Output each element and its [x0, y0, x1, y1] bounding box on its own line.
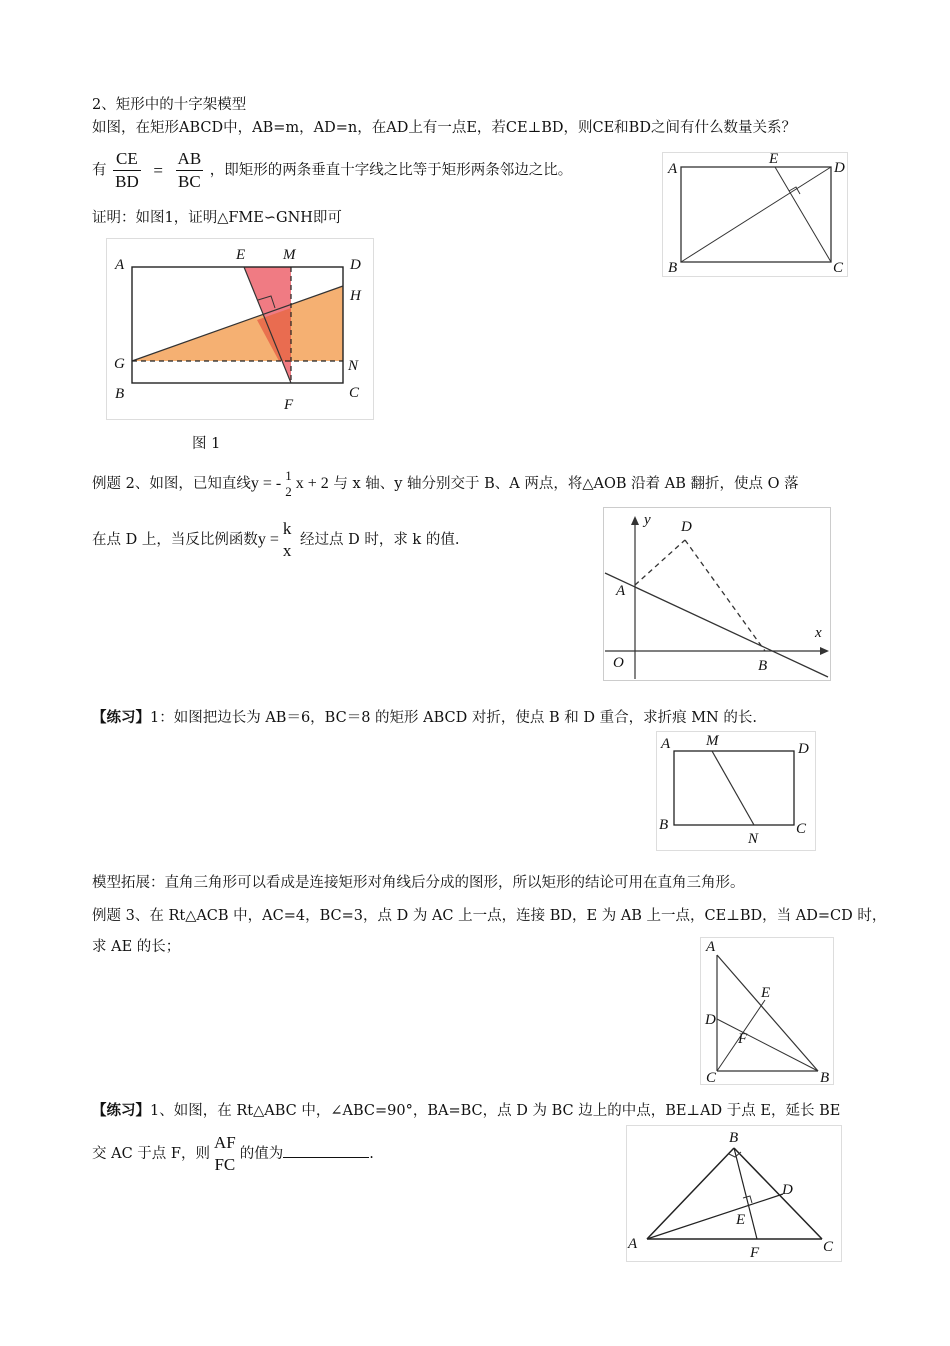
label-n: N [348, 358, 359, 374]
segment-db [685, 540, 765, 651]
side-ab [647, 1148, 734, 1239]
model-extension: 模型拓展：直角三角形可以看成是连接矩形对角线后分成的图形，所以矩形的结论可用在直角三角形。 [92, 875, 745, 891]
side-ab [717, 955, 818, 1071]
figure-practice2 [626, 1125, 842, 1262]
diagonal-bd [681, 167, 831, 262]
label-e: E [736, 1212, 746, 1228]
practice1-label: 【练习】 [92, 709, 150, 726]
ratio-right-den: BC [178, 172, 201, 191]
figure-1 [106, 238, 374, 420]
example2-part4: 经过点 D 时，求 k 的值. [299, 532, 460, 548]
label-y: y [644, 512, 651, 528]
label-d: D [350, 257, 361, 273]
example2-func-num: k [282, 519, 292, 538]
practice2-text: 1、如图，在 Rt△ABC 中，∠ABC=90°，BA=BC，点 D 为 BC 边上的中点，BE⊥AD 于点 E，延长 BE [150, 1103, 841, 1119]
example3-line1: 例题 3、在 Rt△ACB 中，AC=4，BC=3，点 D 为 AC 上一点，连接 BD，E 为 AB 上一点，CE⊥BD，当 AD=CD 时， [92, 908, 887, 924]
label-m: M [706, 733, 719, 749]
label-b: B [115, 386, 125, 402]
label-f: F [738, 1031, 748, 1047]
example2-func-lhs: y = [257, 531, 279, 548]
segment-ad [647, 1194, 783, 1239]
label-a: A [661, 736, 671, 752]
intro-question: 如图，在矩形ABCD中，AB=m，AD=n，在AD上有一点E，若CE⊥BD，则CE和BD之间有什么数量关系？ [92, 120, 796, 136]
segment-ce [775, 167, 831, 262]
label-e: E [769, 152, 779, 167]
ratio-statement [92, 148, 572, 193]
label-d: D [681, 519, 692, 535]
label-n: N [748, 831, 759, 847]
example2-part2: 与 x 轴、y 轴分别交于 B、A 两点，将△AOB 沿着 AB 翻折，使点 O 落 [333, 476, 799, 492]
segment-ad [635, 540, 685, 585]
label-e: E [761, 985, 771, 1001]
practice2-part-a: 交 AC 于点 F，则 [92, 1146, 210, 1162]
practice2-frac-den: FC [214, 1155, 236, 1174]
label-a: A [616, 583, 626, 599]
practice2-line2 [92, 1132, 374, 1176]
example3-line2: 求 AE 的长； [92, 939, 181, 955]
ratio-right-num: AB [176, 148, 204, 171]
rect-outline [674, 751, 794, 825]
label-o: O [613, 655, 624, 671]
label-f: F [750, 1245, 760, 1261]
answer-blank[interactable] [283, 1143, 369, 1158]
label-f: F [284, 397, 294, 413]
label-a: A [115, 257, 125, 273]
example2-func-den: x [282, 541, 292, 560]
label-a: A [706, 939, 716, 955]
label-b: B [758, 658, 768, 674]
side-bc [734, 1148, 822, 1239]
practice2-line1 [92, 1101, 840, 1121]
ratio-prefix: 有 [92, 162, 107, 179]
practice2-fraction [212, 1132, 238, 1176]
example2-line-lhs: y = - [250, 475, 282, 492]
label-e: E [236, 247, 246, 263]
example2-part1: 例题 2、如图，已知直线 [92, 476, 251, 492]
example2-frac-den: 2 [285, 484, 292, 499]
label-b: B [659, 817, 669, 833]
label-b: B [668, 260, 678, 276]
x-axis-arrow [820, 647, 829, 655]
line-ab [605, 573, 828, 677]
ratio-left-num: CE [113, 148, 141, 171]
label-h: H [350, 288, 361, 304]
label-g: G [114, 356, 125, 372]
crease-mn [712, 751, 754, 825]
segment-bd [717, 1019, 818, 1071]
label-b: B [820, 1070, 830, 1085]
label-m: M [283, 247, 296, 263]
figure-example2 [603, 507, 831, 681]
y-axis-arrow [631, 516, 639, 525]
label-c: C [349, 385, 360, 401]
example2-line1 [92, 462, 799, 506]
ratio-left-den: BD [115, 172, 139, 191]
ratio-suffix: ，即矩形的两条垂直十字线之比等于矩形两条邻边之比。 [209, 162, 573, 179]
example2-part3: 在点 D 上，当反比例函数 [92, 532, 258, 548]
label-d: D [834, 160, 845, 176]
label-d: D [782, 1182, 793, 1198]
label-a: A [668, 161, 678, 177]
practice2-part-c: . [369, 1146, 374, 1162]
ratio-right-fraction [176, 148, 204, 193]
example2-line-rhs: x + 2 [295, 475, 329, 492]
label-d: D [798, 741, 809, 757]
label-a: A [628, 1236, 638, 1252]
label-c: C [796, 821, 807, 837]
figure-rectangle-abcd [662, 152, 848, 277]
label-c: C [706, 1070, 717, 1085]
figure-example3 [700, 937, 834, 1085]
section-title: 2、矩形中的十字架模型 [92, 97, 247, 113]
label-d: D [705, 1012, 716, 1028]
label-b: B [729, 1130, 739, 1146]
practice2-frac-num: AF [213, 1133, 236, 1152]
practice1 [92, 708, 757, 728]
figure-1-caption: 图 1 [192, 436, 221, 452]
practice2-label: 【练习】 [92, 1102, 150, 1119]
example2-frac-num: 1 [285, 468, 292, 483]
ratio-left-fraction [113, 148, 141, 193]
example2-slope-fraction [283, 468, 294, 500]
figure-practice1 [656, 731, 816, 851]
practice2-part-b: 的值为 [239, 1146, 284, 1162]
label-x: x [815, 625, 822, 641]
example2-func-fraction [281, 518, 294, 562]
label-c: C [823, 1239, 834, 1255]
proof-text: 证明：如图1，证明△FME∽GNH即可 [92, 210, 342, 226]
practice1-text: 1：如图把边长为 AB＝6，BC＝8 的矩形 ABCD 对折，使点 B 和 D 重合，求折痕 MN 的长. [150, 710, 757, 726]
label-c: C [833, 260, 844, 276]
ratio-equals: = [153, 160, 163, 180]
example2-line2 [92, 518, 459, 562]
